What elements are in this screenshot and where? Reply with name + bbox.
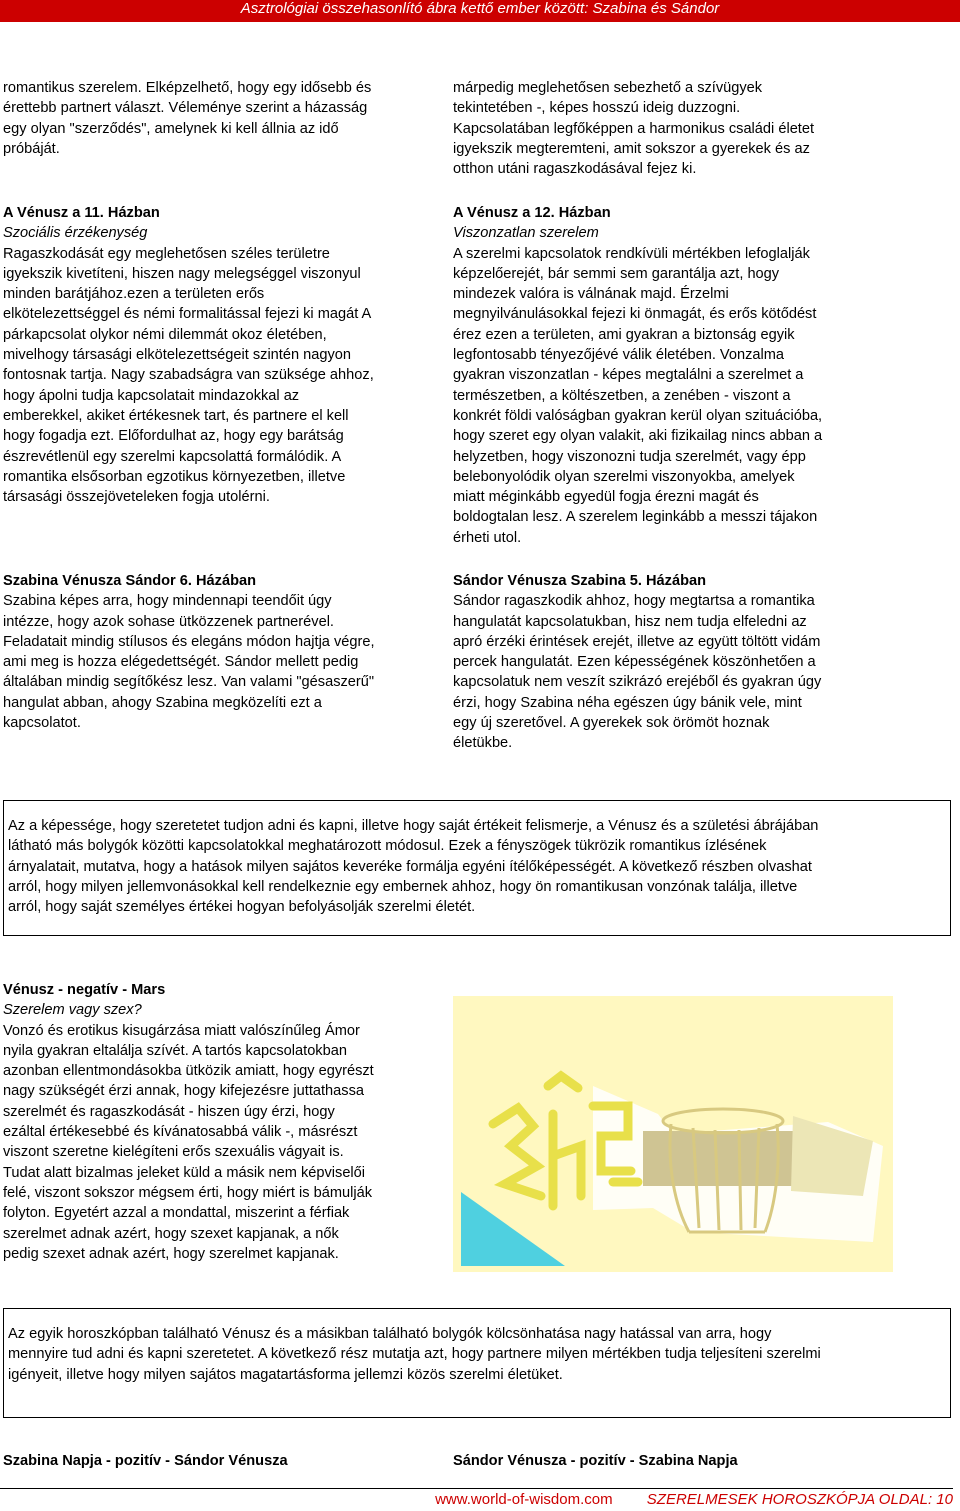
text-line: konkrét földi valóságban gyakran kerül olyan szituációba, bbox=[453, 407, 823, 424]
footer-url[interactable]: www.world-of-wisdom.com bbox=[435, 1491, 613, 1508]
text-line: mindezek valóra is válnának majd. Érzelmi bbox=[453, 286, 729, 303]
text-line: próbáját. bbox=[3, 140, 60, 157]
text-line: boldogtalan lesz. A szerelem leginkább a messzi tájakon bbox=[453, 509, 818, 526]
text-line: arról, hogy milyen jellemvonásokkal kell rendelkeznie egy embernek ahhoz, hogy ön romantikusan vonzónak találja, illetve bbox=[8, 878, 798, 895]
text-line: felé, viszont sokszor mégsem érti, hogy miért is bámulják bbox=[3, 1184, 373, 1201]
text-line: nyila gyakran eltalálja szívét. A tartós kapcsolatokban bbox=[3, 1042, 347, 1059]
text-line: arról, hogy saját személyes értékei hogyan befolyásolják szerelmi életét. bbox=[8, 899, 476, 916]
text-line: képzelőerejét, bár semmi sem garantálja azt, hogy bbox=[453, 265, 780, 282]
text-line: miatt méginkább egyedül fogja érezni magát és bbox=[453, 489, 759, 506]
text-line: otthon utáni ragaszkodásával fejez ki. bbox=[453, 161, 697, 178]
section-title: A Vénusz a 11. Házban bbox=[3, 205, 160, 221]
text-line: hogy szeret egy olyan valakit, aki fizikailag nincs abban a bbox=[453, 428, 823, 445]
page-header bbox=[0, 0, 960, 22]
text-line: életükbe. bbox=[453, 735, 513, 752]
text-line: mivelhogy társasági elkötelezettségeit szintén nagyon bbox=[3, 347, 352, 364]
text-line: folyton. Egyetért azzal a mondattal, miszerint a férfiak bbox=[3, 1205, 350, 1222]
text-line: Szabina képes arra, hogy mindennapi teendőit úgy bbox=[3, 593, 332, 610]
text-line: Vonzó és erotikus kisugárzása miatt valószínűleg Ámor bbox=[3, 1022, 360, 1039]
venus-11-section bbox=[3, 203, 448, 507]
text-line: hangulatát kapcsolatukban, hisz nem tudja elfeledni az bbox=[453, 613, 807, 630]
text-line: viszont szeretne kielégíteni erős szexuális vágyait is. bbox=[3, 1144, 344, 1161]
venus-12-section bbox=[453, 203, 953, 548]
text-line: érheti utol. bbox=[453, 529, 522, 546]
text-line: érez ezen a területen, ami gyakran a biztonság egyik bbox=[453, 326, 795, 343]
heading-sandor-venus bbox=[453, 1451, 953, 1471]
text-line: ezáltal értékesebbé és kívánatosabbá válik -, másrészt bbox=[3, 1124, 358, 1141]
text-line: Ragaszkodását egy meglehetősen széles területre bbox=[3, 245, 330, 262]
text-line: általában mindig segítőkész lesz. Van valami "gésaszerű" bbox=[3, 674, 375, 691]
text-line: azonban ellentmondásokba ütközik amiatt, hogy egyrészt bbox=[3, 1063, 374, 1080]
section-title: Szabina Napja - pozitív - Sándor Vénusza bbox=[3, 1453, 288, 1469]
text-line: hangulat abban, ahogy Szabina megközelíti ezt a bbox=[3, 694, 322, 711]
section-subtitle: Szociális érzékenység bbox=[3, 225, 148, 242]
text-line: minden barátjához.ezen a területen erős bbox=[3, 286, 265, 303]
szabina-6-section bbox=[3, 571, 448, 733]
text-line: fontosnak tartja. Nagy szabadságra van szüksége ahhoz, bbox=[3, 367, 374, 384]
text-line: romantika elsősorban egzotikus környezetben, illetve bbox=[3, 468, 346, 485]
text-line: ami meg is hozza elégedettségét. Sándor mellett pedig bbox=[3, 654, 359, 671]
text-line: helyzetben, hogy viszonozni tudja szerelmét, vagy épp bbox=[453, 448, 806, 465]
section-title: Vénusz - negatív - Mars bbox=[3, 982, 166, 998]
text-line: intézze, hogy azok sohase ütközzenek partnerével. bbox=[3, 613, 334, 630]
text-line: hogy fogadja ezt. Előfordulhat az, hogy egy barátság bbox=[3, 428, 344, 445]
text-line: Az egyik horoszkópban található Vénusz és a másikban található bolygók kölcsönhatása nagy hatással van arra, hogy bbox=[8, 1326, 772, 1342]
text-line: belebonyolódik olyan szerelmi viszonyokba, amelyek bbox=[453, 468, 795, 485]
text-line: emberekkel, akiket értékesnek tart, és partnere el kell bbox=[3, 407, 349, 424]
text-line: gyakran viszonzatlan - képes megtalálni a szerelmet a bbox=[453, 367, 804, 384]
header-title: Asztrológiai összehasonlító ábra kettő ember között: Szabina és Sándor bbox=[240, 0, 720, 17]
text-line: szerelmét és ragaszkodását - hiszen úgy érzi, hogy bbox=[3, 1103, 335, 1120]
text-line: A szerelmi kapcsolatok rendkívüli mértékben lefoglalják bbox=[453, 245, 810, 262]
text-line: társasági összejöveteleken fogja utolérni. bbox=[3, 489, 270, 506]
text-line: Tudat alatt bizalmas jeleket küld a másik nem képviselői bbox=[3, 1164, 366, 1181]
text-line: megnyilvánulásokkal fejezi ki önmagát, és erős kötődést bbox=[453, 306, 817, 323]
left-top-text bbox=[3, 78, 443, 159]
text-line: természetben, a költészetben, a zenében - viszont a bbox=[453, 387, 791, 404]
text-line: szerelmet adnak azért, hogy szexet kapjanak, a nők bbox=[3, 1225, 339, 1242]
text-line: elkötelezettséggel és némi formalitással fejezi ki magát A bbox=[3, 306, 372, 323]
text-line: észrevétlenül egy szerelmi kapcsolattá formálódik. A bbox=[3, 448, 342, 465]
text-line: legfontosabb tényezőjévé válik életében. Vonzalma bbox=[453, 347, 785, 364]
section-title: A Vénusz a 12. Házban bbox=[453, 205, 611, 221]
text-line: igyekszik kivetíteni, hiszen nagy melegséggel viszonyul bbox=[3, 265, 361, 282]
intro-box-2 bbox=[3, 1308, 951, 1418]
text-line: egy új szeretővel. A gyerekek sok örömöt hoznak bbox=[453, 715, 770, 732]
text-line: apró érzéki érintések erejét, illetve az együtt töltött vidám bbox=[453, 633, 821, 650]
section-title: Sándor Vénusza - pozitív - Szabina Napja bbox=[453, 1453, 738, 1469]
text-line: igyekszik megteremteni, amit sokszor a gyerekek és az bbox=[453, 140, 810, 157]
heading-szabina-sun bbox=[3, 1451, 443, 1471]
footer-page-label: SZERELMESEK HOROSZKÓPJA OLDAL: 10 bbox=[646, 1491, 953, 1508]
text-line: nagy szükségét érzi annak, hogy kifejezésre juttathassa bbox=[3, 1083, 364, 1100]
text-line: Kapcsolatában legfőképpen a harmonikus családi életet bbox=[453, 120, 815, 137]
intro-box bbox=[3, 800, 951, 936]
section-title: Sándor Vénusza Szabina 5. Házában bbox=[453, 573, 707, 589]
text-line: érettebb partnert választ. Véleménye szerint a házasság bbox=[3, 100, 368, 117]
text-line: romantikus szerelem. Elképzelhető, hogy egy idősebb és bbox=[3, 80, 372, 96]
text-line: Sándor ragaszkodik ahhoz, hogy megtartsa a romantika bbox=[453, 593, 815, 610]
page-footer bbox=[0, 1488, 953, 1511]
text-line: árnyalatait, mutatva, hogy a hatások milyen sajátos keveréke formálja egyéni ítélőképességét. A következő részben olvashat bbox=[8, 858, 812, 875]
text-line: párkapcsolat olykor némi dilemmát okoz életében, bbox=[3, 326, 327, 343]
text-line: márpedig meglehetősen sebezhető a szívügyek bbox=[453, 80, 763, 96]
text-line: egy olyan "szerződés", amelynek ki kell állnia az idő bbox=[3, 120, 339, 137]
text-line: hogy ápolni tudja kapcsolatait mindazokkal az bbox=[3, 387, 300, 404]
text-line: Az a képessége, hogy szeretetet tudjon adni és kapni, illetve hogy saját értékeit felismerje, a Vénusz és a születési ábrájában bbox=[8, 818, 819, 834]
text-line: kapcsolatuk nem veszít szikrázó erejéből és gyakran úgy bbox=[453, 674, 822, 691]
text-line: látható más bolygók közötti kapcsolatokkal meghatározott módosul. Ezek a fényszögek tükrözik romantikus ízlésének bbox=[8, 838, 767, 855]
right-top-text bbox=[453, 78, 953, 179]
text-line: mennyire tud adni és kapni szeretetet. A következő rész mutatja azt, hogy partnere milyen mértékben tudja teljesíteni szerelmi bbox=[8, 1346, 821, 1363]
text-line: pedig szexet adnak azért, hogy szerelmet kapjanak. bbox=[3, 1245, 339, 1262]
section-title: Szabina Vénusza Sándor 6. Házában bbox=[3, 573, 257, 589]
section-subtitle: Szerelem vagy szex? bbox=[3, 1002, 142, 1019]
venus-mars-section bbox=[3, 980, 448, 1264]
section-subtitle: Viszonzatlan szerelem bbox=[453, 225, 599, 242]
abstract-illustration bbox=[453, 996, 893, 1272]
text-line: érzi, hogy Szabina néha egészen úgy bánik vele, mint bbox=[453, 694, 802, 711]
text-line: percek hangulatát. Ezen képességének köszönhetően a bbox=[453, 654, 816, 671]
text-line: tekintetében -, képes hosszú ideig duzzogni. bbox=[453, 100, 741, 117]
text-line: kapcsolatot. bbox=[3, 715, 81, 732]
text-line: Feladatait mindig stílusos és elegáns módon hajtja végre, bbox=[3, 633, 375, 650]
text-line: igényeit, illetve hogy milyen sajátos magatartásforma jellemzi közös szerelmi életüket. bbox=[8, 1366, 563, 1383]
sandor-5-section bbox=[453, 571, 953, 754]
